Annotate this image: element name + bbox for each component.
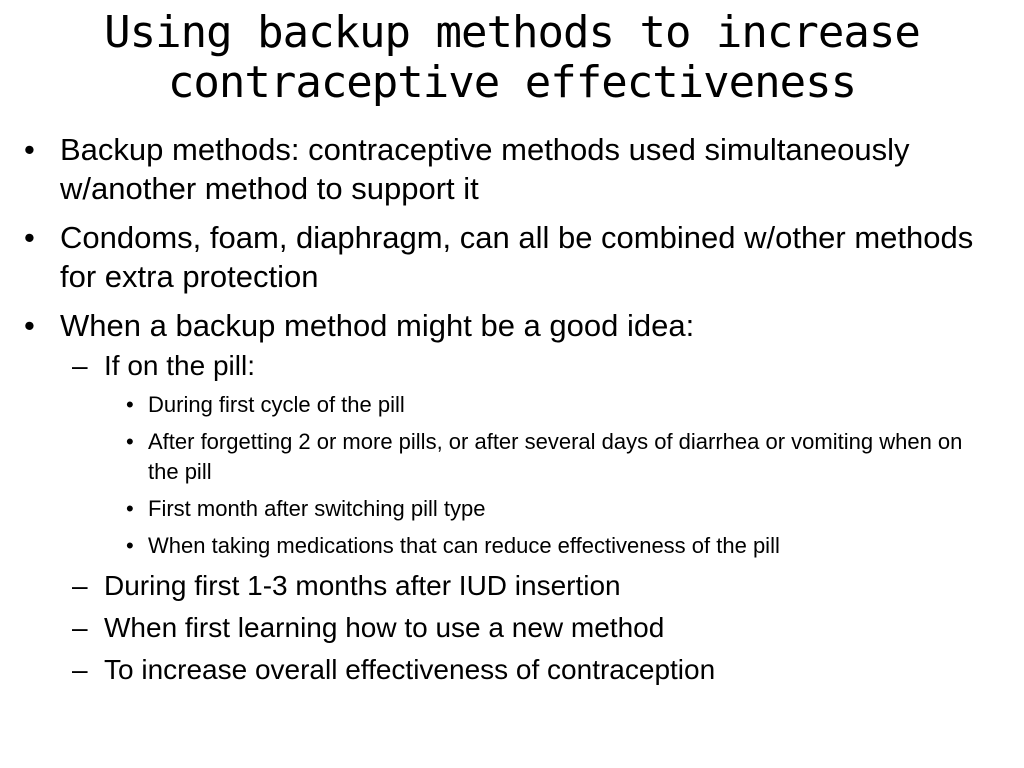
- bullet-marker: •: [126, 533, 134, 558]
- sub-sub-bullet-item: [0, 494, 1004, 524]
- sub-bullet-text: To increase overall effectiveness of contraception: [104, 654, 716, 685]
- bullet-marker: •: [24, 308, 35, 343]
- slide-title: Using backup methods to increase contraceptive effectiveness: [104, 7, 920, 108]
- sub-sub-bullet-text: First month after switching pill type: [148, 496, 486, 521]
- bullet-item: [0, 130, 1024, 208]
- sub-bullet-item: [0, 349, 1004, 561]
- sub-bullet-text: If on the pill:: [104, 350, 255, 381]
- dash-marker: –: [72, 654, 88, 685]
- bullet-item: [0, 218, 1024, 296]
- bullet-marker: •: [24, 220, 35, 255]
- sub-sub-bullet-text: After forgetting 2 or more pills, or after several days of diarrhea or vomiting when on the pill: [148, 429, 963, 484]
- sub-bullet-item: [0, 653, 1004, 687]
- sub-sub-bullet-text: When taking medications that can reduce effectiveness of the pill: [148, 533, 780, 558]
- sub-bullet-item: [0, 569, 1004, 603]
- bullet-text: Backup methods: contraceptive methods used simultaneously w/another method to support it: [60, 132, 910, 206]
- bullet-marker: •: [126, 429, 134, 454]
- bullet-item: [0, 306, 1024, 687]
- sub-bullet-item: [0, 611, 1004, 645]
- sub-bullet-text: When first learning how to use a new method: [104, 612, 665, 643]
- bullet-marker: •: [126, 496, 134, 521]
- bullet-text: When a backup method might be a good idea:: [60, 308, 695, 343]
- sub-sub-bullet-item: [0, 531, 1004, 561]
- sub-sub-bullet-item: [0, 427, 1004, 487]
- sub-bullet-list: [0, 349, 1004, 687]
- dash-marker: –: [72, 350, 88, 381]
- sub-sub-bullet-item: [0, 390, 1004, 420]
- dash-marker: –: [72, 612, 88, 643]
- sub-sub-bullet-text: During first cycle of the pill: [148, 392, 405, 417]
- slide-body: [0, 130, 1024, 697]
- bullet-text: Condoms, foam, diaphragm, can all be combined w/other methods for extra protection: [60, 220, 974, 294]
- dash-marker: –: [72, 570, 88, 601]
- bullet-list: [0, 130, 1024, 687]
- sub-bullet-text: During first 1-3 months after IUD insertion: [104, 570, 621, 601]
- bullet-marker: •: [24, 132, 35, 167]
- sub-sub-bullet-list: [0, 390, 1004, 561]
- bullet-marker: •: [126, 392, 134, 417]
